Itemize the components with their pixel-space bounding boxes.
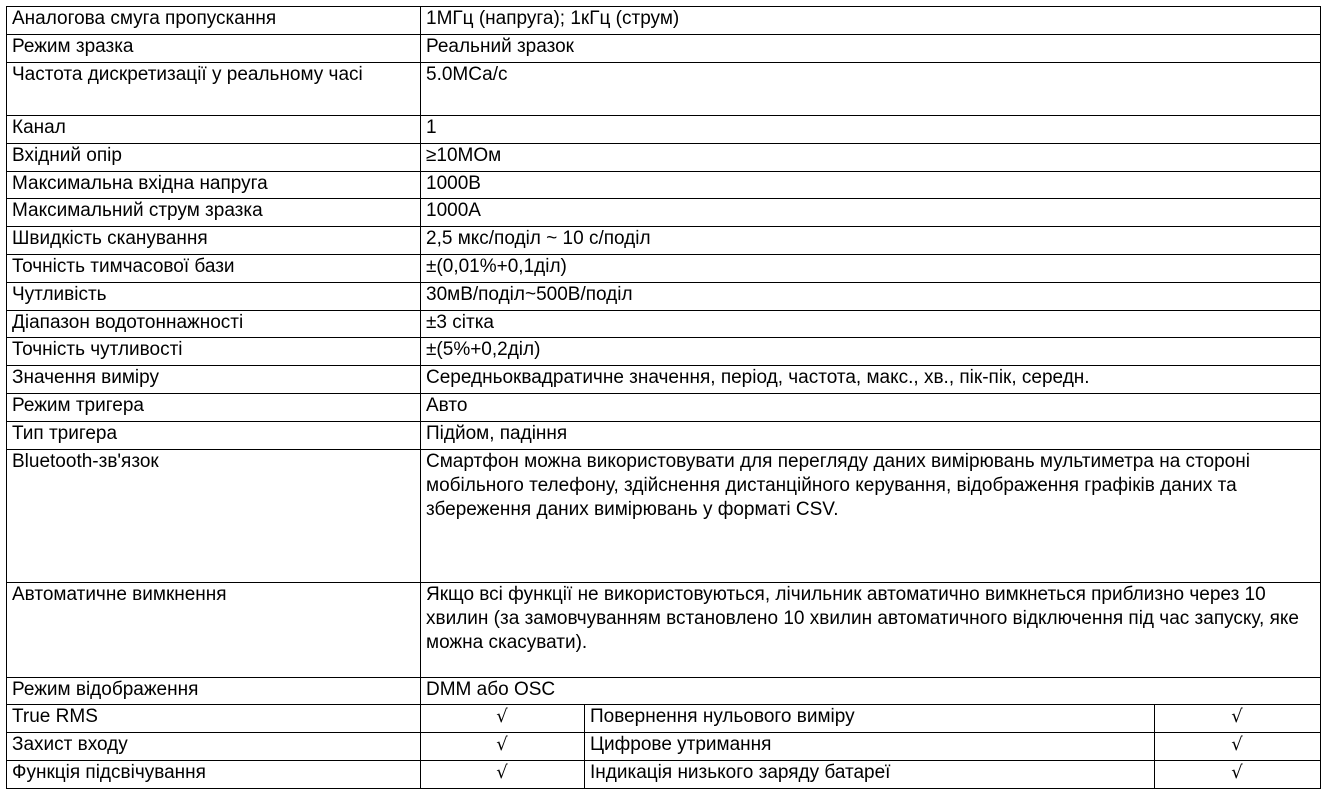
spec-row (7, 310, 1321, 338)
spec-value: Реальний зразок (421, 34, 1321, 62)
spec-value: Якщо всі функції не використовуються, лічильник автоматично вимкнеться приблизно через 10 хвилин (за замовчуванням встановлено 10 хвилин автоматичного відключення під час запуску, яке можна скасувати). (421, 583, 1321, 678)
feature-label: Повернення нульового виміру (585, 705, 1155, 733)
spec-row (7, 449, 1321, 582)
spec-label: Діапазон водотоннажності (7, 310, 421, 338)
check-mark-icon: √ (421, 760, 585, 788)
feature-label: Захист входу (7, 733, 421, 761)
spec-row (7, 143, 1321, 171)
feature-row (7, 760, 1321, 788)
spec-row (7, 34, 1321, 62)
check-mark-icon: √ (1155, 705, 1321, 733)
spec-value: 1 (421, 115, 1321, 143)
spec-value: 1000А (421, 199, 1321, 227)
spec-label: Аналогова смуга пропускання (7, 7, 421, 35)
feature-label: True RMS (7, 705, 421, 733)
spec-label: Значення виміру (7, 366, 421, 394)
spec-value: 1МГц (напруга); 1кГц (струм) (421, 7, 1321, 35)
spec-label: Тип тригера (7, 421, 421, 449)
spec-label: Точність чутливості (7, 338, 421, 366)
check-mark-icon: √ (1155, 733, 1321, 761)
spec-value: 2,5 мкс/поділ ~ 10 с/поділ (421, 227, 1321, 255)
specifications-table (6, 6, 1321, 789)
feature-row (7, 705, 1321, 733)
check-mark-icon: √ (1155, 760, 1321, 788)
spec-label: Чутливість (7, 282, 421, 310)
spec-row (7, 366, 1321, 394)
spec-row (7, 199, 1321, 227)
spec-label: Bluetooth-зв'язок (7, 449, 421, 582)
feature-row (7, 733, 1321, 761)
spec-row (7, 282, 1321, 310)
spec-label: Режим відображення (7, 677, 421, 705)
spec-value: ±3 сітка (421, 310, 1321, 338)
spec-label: Швидкість сканування (7, 227, 421, 255)
spec-value: Підйом, падіння (421, 421, 1321, 449)
spec-value: ±(5%+0,2діл) (421, 338, 1321, 366)
spec-value: 1000В (421, 171, 1321, 199)
spec-label: Режим тригера (7, 393, 421, 421)
spec-row (7, 254, 1321, 282)
spec-label: Точність тимчасової бази (7, 254, 421, 282)
spec-row (7, 227, 1321, 255)
spec-value: Середньоквадратичне значення, період, частота, макс., хв., пік-пік, середн. (421, 366, 1321, 394)
spec-label: Режим зразка (7, 34, 421, 62)
spec-label: Максимальний струм зразка (7, 199, 421, 227)
spec-row (7, 583, 1321, 678)
spec-row (7, 115, 1321, 143)
feature-label: Цифрове утримання (585, 733, 1155, 761)
spec-value: Смартфон можна використовувати для перегляду даних вимірювань мультиметра на стороні мобільного телефону, здійснення дистанційного керування, відображення графіків даних та збереження даних вимірювань у форматі CSV. (421, 449, 1321, 582)
spec-value: ≥10МОм (421, 143, 1321, 171)
spec-value: 30мВ/поділ~500В/поділ (421, 282, 1321, 310)
feature-label: Індикація низького заряду батареї (585, 760, 1155, 788)
spec-row (7, 421, 1321, 449)
spec-row (7, 677, 1321, 705)
spec-row (7, 338, 1321, 366)
spec-label: Максимальна вхідна напруга (7, 171, 421, 199)
check-mark-icon: √ (421, 733, 585, 761)
feature-label: Функція підсвічування (7, 760, 421, 788)
spec-value: Авто (421, 393, 1321, 421)
spec-row (7, 393, 1321, 421)
spec-row (7, 7, 1321, 35)
spec-row (7, 62, 1321, 115)
spec-value: ±(0,01%+0,1діл) (421, 254, 1321, 282)
spec-row (7, 171, 1321, 199)
spec-value: 5.0МСа/с (421, 62, 1321, 115)
spec-label: Вхідний опір (7, 143, 421, 171)
spec-label: Частота дискретизації у реальному часі (7, 62, 421, 115)
check-mark-icon: √ (421, 705, 585, 733)
spec-label: Канал (7, 115, 421, 143)
spec-value: DMM або OSC (421, 677, 1321, 705)
spec-label: Автоматичне вимкнення (7, 583, 421, 678)
